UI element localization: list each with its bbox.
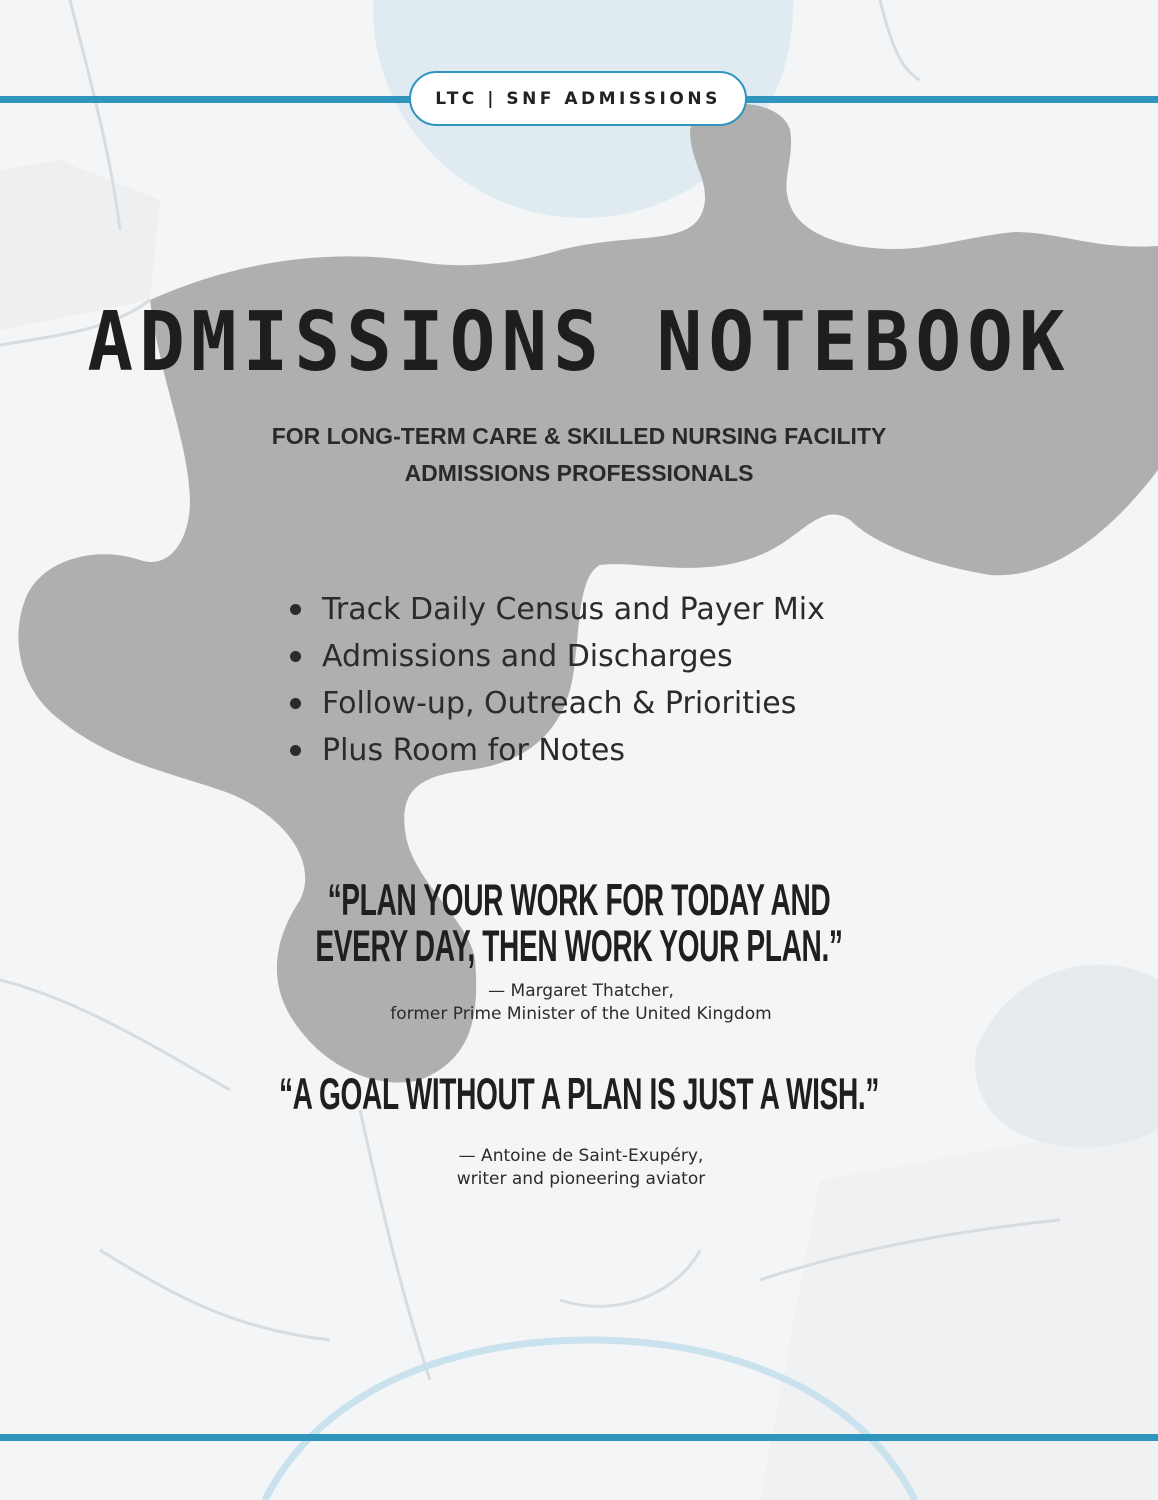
quote-attribution-saint-exupery <box>2 1145 1158 1191</box>
subtitle-line-2: ADMISSIONS PROFESSIONALS <box>404 460 754 486</box>
quote-line-1: “A GOAL WITHOUT A PLAN IS JUST A WISH.” <box>278 1070 880 1120</box>
attribution-role: former Prime Minister of the United Kingdom <box>390 1004 772 1024</box>
quote-saint-exupery <box>0 1072 1158 1118</box>
page-title: ADMISSIONS NOTEBOOK <box>87 293 1071 390</box>
bullet-icon <box>290 604 301 615</box>
bottom-accent-rule <box>0 1434 1158 1441</box>
feature-text: Admissions and Discharges <box>322 639 733 674</box>
feature-list-item <box>286 633 986 680</box>
feature-text: Follow-up, Outreach & Priorities <box>322 686 797 721</box>
feature-list-item <box>286 586 986 633</box>
feature-text: Track Daily Census and Payer Mix <box>322 592 825 627</box>
header-badge-label: LTC | SNF ADMISSIONS <box>435 88 721 109</box>
attribution-name: — Margaret Thatcher, <box>488 981 674 1001</box>
header-badge <box>409 71 747 126</box>
attribution-role: writer and pioneering aviator <box>456 1169 706 1189</box>
feature-list-item <box>286 727 986 774</box>
feature-text: Plus Room for Notes <box>322 733 626 768</box>
page-subtitle <box>0 418 1158 492</box>
quote-attribution-thatcher <box>2 980 1158 1026</box>
attribution-name: — Antoine de Saint-Exupéry, <box>458 1146 704 1166</box>
feature-list <box>286 586 986 774</box>
bullet-icon <box>290 698 301 709</box>
bullet-icon <box>290 745 301 756</box>
subtitle-line-1: FOR LONG-TERM CARE & SKILLED NURSING FACILITY <box>271 423 887 449</box>
quote-line-1: “PLAN YOUR WORK FOR TODAY AND <box>327 876 831 926</box>
bullet-icon <box>290 651 301 662</box>
quote-line-2: EVERY DAY, THEN WORK YOUR PLAN.” <box>315 922 843 972</box>
feature-list-item <box>286 680 986 727</box>
quote-thatcher <box>0 878 1158 970</box>
